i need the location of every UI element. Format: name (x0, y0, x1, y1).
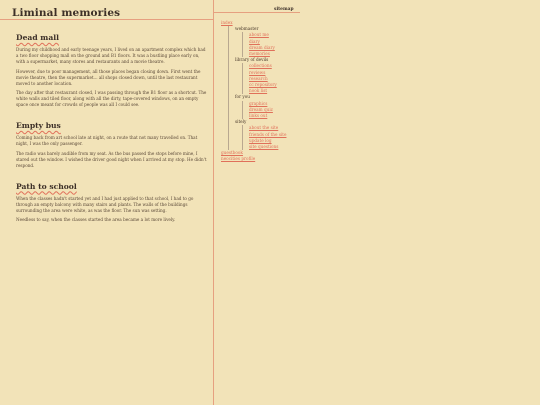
page-title: Liminal memories (12, 7, 121, 19)
sitemap-group-webmaster: webmaster (235, 26, 259, 32)
sitemap-link-update-log[interactable]: update log (249, 137, 272, 143)
sitemap-link-nook-list[interactable]: nook list (249, 88, 268, 94)
paragraph: The radio was barely audible from my seat. As the bus passed the stops before mine, I stared out the window. I wished the driver good night when I arrived at my stop. He didn't respond. (16, 150, 207, 168)
sitemap-link-research[interactable]: research (249, 75, 268, 81)
main-column (0, 0, 214, 405)
sitemap-link-guestbook[interactable]: guestbook (221, 150, 243, 156)
title-divider (0, 19, 214, 20)
sitemap-link-graphics[interactable]: graphics (249, 100, 268, 106)
sitemap-link-dream-quiz[interactable]: dream quiz (249, 106, 273, 112)
sitemap-column (214, 0, 540, 405)
section-dead-mall (16, 25, 208, 108)
sitemap-link-neocities-profile[interactable]: neocities profile (221, 156, 256, 162)
sitemap-link-index[interactable]: index (221, 20, 233, 25)
sitemap-link-about-me[interactable]: about me (249, 32, 269, 38)
sitemap-group-for-you: for you (235, 94, 250, 100)
paragraph: The day after that restaurant closed, I was passing through the B1 floor as a shortcut. The white walls and tiled floor, along with all the dirty, tape-covered windows, on an empty space once meant for crowds of people was all I could see. (16, 90, 207, 108)
paragraph: During my childhood and early teenage years, I lived on an apartment complex which had a two floor shopping mall on the ground and B1 floors. It was a bustling place early on, with a supermarket, many stores and restaurants and a movie theatre. (16, 47, 206, 64)
paragraph: However, due to poor management, all those places began closing down. First went the movie theatre, then the supermarket... all shops closed down, until the last restaurant moved to another location. (16, 68, 201, 86)
sitemap-link-dream-diary[interactable]: dream diary (249, 44, 275, 50)
section-heading: Dead mall (16, 33, 60, 42)
paragraph: Needless to say, when the classes started the area became a lot more lively. (16, 217, 176, 223)
sitemap-link-site-questions[interactable]: site questions (249, 144, 279, 150)
sitemap-divider (214, 12, 300, 13)
sitemap-link-links-out[interactable]: links out (249, 113, 268, 119)
section-heading: Empty bus (16, 121, 61, 131)
sitemap-group-sitely: sitely (235, 119, 247, 125)
sitemap-link-memories[interactable]: memories (249, 51, 270, 57)
sitemap-link-about-the-site[interactable]: about the site (249, 125, 279, 131)
section-heading: Path to school (16, 181, 77, 191)
sitemap-title: sitemap (274, 7, 294, 12)
content-area (16, 25, 208, 228)
section-empty-bus (16, 113, 208, 169)
sitemap-link-reviews[interactable]: reviews (249, 69, 266, 75)
sitemap-link-cc-repository[interactable]: cc repository (249, 82, 277, 88)
sitemap-tree (221, 20, 286, 163)
sitemap-link-collections[interactable]: collections (249, 63, 272, 69)
paragraph: Coming back from art school late at night, on a route that not many travelled on. That night, I was the only passenger. (16, 135, 198, 147)
sitemap-group-library-of-devils: library of devils (235, 57, 269, 63)
paragraph: When the classes hadn't started yet and I had just applied to that school, I had to go through an empty balcony with many stairs and plants. The walls of the buildings surrounding the area were white, as was the floor. The sun was setting. (16, 195, 194, 213)
sitemap-link-diary[interactable]: diary (249, 38, 260, 44)
sitemap-link-friends-of-the-site[interactable]: friends of the site (249, 131, 287, 137)
section-path-to-school (16, 174, 208, 224)
